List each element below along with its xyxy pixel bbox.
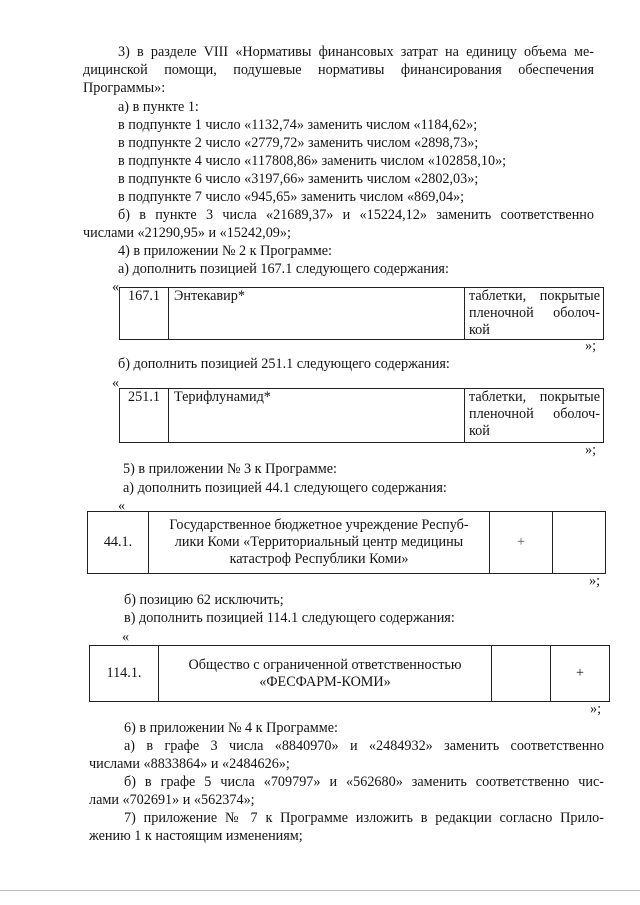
table1-form — [465, 288, 604, 340]
s6-item-a-2: числами «8833864» и «2484626»; — [89, 756, 290, 772]
s5-title: 5) в приложении № 3 к Программе: — [123, 461, 337, 477]
s6-item-b-2: лами «702691» и «562374»; — [89, 792, 255, 808]
table4-name — [159, 646, 492, 702]
s5-item-a: а) дополнить позицией 44.1 следующего содержания: — [123, 480, 447, 496]
table1 — [119, 287, 604, 340]
table4 — [89, 645, 610, 702]
table2-form — [465, 389, 604, 443]
table2-form-line-2: пленочной оболоч- — [469, 406, 600, 422]
table3-name — [149, 512, 490, 574]
s3-item-b-1: б) в пункте 3 числа «21689,37» и «15224,12» заменить соответственно — [118, 207, 594, 223]
table1-form-line-2: пленочной оболоч- — [469, 305, 600, 321]
table3 — [87, 511, 606, 574]
s3-sub-2: в подпункте 2 число «2779,72» заменить числом «2898,73»; — [118, 135, 479, 151]
table3-empty-cell — [553, 512, 606, 574]
s3-line-3: Программы»: — [83, 80, 166, 96]
table4-empty-cell — [492, 646, 551, 702]
s3-sub-4: в подпункте 4 число «117808,86» заменить числом «102858,10»; — [118, 153, 507, 169]
table2-num: 251.1 — [120, 389, 169, 443]
table4-open-quote: « — [122, 629, 130, 645]
s5-item-b: б) позицию 62 исключить; — [124, 592, 284, 608]
s3-sub-7: в подпункте 7 число «945,65» заменить числом «869,04»; — [118, 189, 465, 205]
table1-open-quote: « — [112, 279, 120, 295]
table3-mark: + — [490, 512, 553, 574]
table4-close-quote: »; — [590, 701, 602, 717]
s7-line-2: жению 1 к настоящим изменениям; — [89, 828, 303, 844]
s3-sub-6: в подпункте 6 число «3197,66» заменить числом «2802,03»; — [118, 171, 479, 187]
s6-title: 6) в приложении № 4 к Программе: — [124, 720, 338, 736]
s4-item-b: б) дополнить позицией 251.1 следующего содержания: — [118, 356, 450, 372]
s3-sub-1: в подпункте 1 число «1132,74» заменить числом «1184,62»; — [118, 117, 478, 133]
table3-open-quote: « — [118, 498, 126, 514]
page-bottom-rule — [0, 890, 640, 891]
table4-name-line-2: «ФЕСФАРМ-КОМИ» — [259, 673, 391, 690]
table4-num: 114.1. — [90, 646, 159, 702]
table1-form-line-1: таблетки, покрытые — [469, 288, 600, 304]
table2-open-quote: « — [112, 375, 120, 391]
s6-item-b-1: б) в графе 5 числа «709797» и «562680» заменить соответственно чис- — [124, 774, 604, 790]
table2 — [119, 388, 604, 443]
table3-name-line-3: катастроф Республики Коми» — [229, 551, 409, 567]
table3-name-line-2: лики Коми «Территориальный центр медицины — [174, 534, 464, 550]
table2-close-quote: »; — [585, 442, 597, 458]
table1-form-line-3: кой — [469, 322, 490, 338]
s6-item-a-1: а) в графе 3 числа «8840970» и «2484932» заменить соответственно — [124, 738, 604, 754]
table2-form-line-1: таблетки, покрытые — [469, 389, 600, 405]
table4-mark: + — [551, 646, 610, 702]
table3-name-line-1: Государственное бюджетное учреждение Респуб- — [169, 517, 469, 533]
s3-item-b-2: числами «21290,95» и «15242,09»; — [83, 225, 291, 241]
s3-line-1: 3) в разделе VIII «Нормативы финансовых затрат на единицу объема ме- — [118, 44, 594, 60]
s3-line-2: дицинской помощи, подушевые нормативы финансирования обеспечения — [83, 62, 594, 78]
table3-num: 44.1. — [88, 512, 149, 574]
table1-close-quote: »; — [585, 338, 597, 354]
table3-close-quote: »; — [589, 573, 601, 589]
s7-line-1: 7) приложение № 7 к Программе изложить в редакции согласно Прило- — [124, 810, 604, 826]
s3-item-a: а) в пункте 1: — [118, 99, 199, 115]
table2-form-line-3: кой — [469, 423, 490, 439]
table1-name: Энтекавир* — [169, 288, 465, 340]
table2-name: Терифлунамид* — [169, 389, 465, 443]
table1-num: 167.1 — [120, 288, 169, 340]
table4-name-line-1: Общество с ограниченной ответственностью — [188, 656, 462, 673]
s4-title: 4) в приложении № 2 к Программе: — [118, 243, 332, 259]
s5-item-c: в) дополнить позицией 114.1 следующего содержания: — [124, 610, 455, 626]
s4-item-a: а) дополнить позицией 167.1 следующего содержания: — [118, 261, 449, 277]
